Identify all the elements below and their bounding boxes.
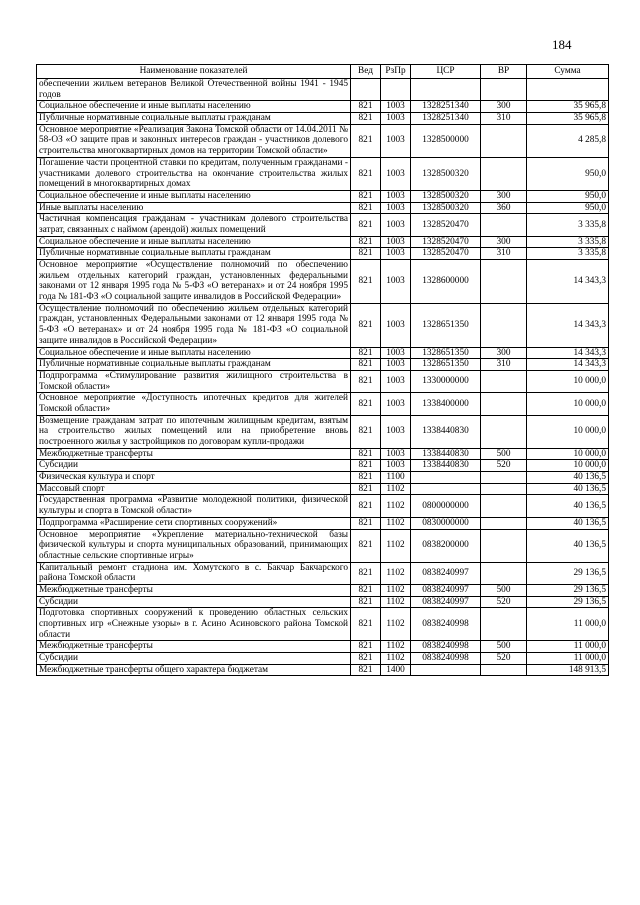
header-ved: Вед — [351, 65, 381, 79]
row-sum: 14 343,3 — [527, 347, 609, 359]
row-sum: 10 000,0 — [527, 370, 609, 392]
table-row — [37, 124, 609, 157]
row-csr — [411, 472, 481, 484]
row-rzpr: 1102 — [381, 483, 411, 495]
row-rzpr: 1003 — [381, 347, 411, 359]
row-csr — [411, 483, 481, 495]
row-rzpr: 1003 — [381, 202, 411, 214]
row-ved: 821 — [351, 562, 381, 584]
row-vr — [481, 393, 527, 415]
row-rzpr: 1003 — [381, 460, 411, 472]
row-vr — [481, 260, 527, 304]
row-sum: 29 136,5 — [527, 596, 609, 608]
row-vr: 500 — [481, 448, 527, 460]
row-name: Социальное обеспечение и иные выплаты населению — [37, 347, 351, 359]
row-vr — [481, 415, 527, 448]
row-rzpr: 1102 — [381, 495, 411, 517]
row-vr — [481, 664, 527, 676]
row-sum: 14 343,3 — [527, 359, 609, 371]
row-rzpr: 1102 — [381, 562, 411, 584]
row-csr — [411, 664, 481, 676]
row-sum: 29 136,5 — [527, 584, 609, 596]
row-ved: 821 — [351, 641, 381, 653]
budget-table — [36, 64, 609, 676]
row-rzpr: 1003 — [381, 236, 411, 248]
row-csr: 0838240997 — [411, 596, 481, 608]
row-sum: 40 136,5 — [527, 517, 609, 529]
row-rzpr — [381, 79, 411, 101]
table-row — [37, 190, 609, 202]
row-csr: 0838240997 — [411, 562, 481, 584]
row-sum: 3 335,8 — [527, 248, 609, 260]
table-row — [37, 596, 609, 608]
row-vr — [481, 608, 527, 641]
row-vr — [481, 370, 527, 392]
row-sum: 10 000,0 — [527, 415, 609, 448]
row-ved: 821 — [351, 359, 381, 371]
table-row — [37, 393, 609, 415]
table-row — [37, 562, 609, 584]
row-sum: 40 136,5 — [527, 472, 609, 484]
row-ved — [351, 79, 381, 101]
row-sum: 950,0 — [527, 157, 609, 190]
row-csr: 0838240998 — [411, 653, 481, 665]
row-rzpr: 1100 — [381, 472, 411, 484]
row-sum: 148 913,5 — [527, 664, 609, 676]
row-name: Подготовка спортивных сооружений к проведению областных сельских спортивных игр «Снежные узоры» в г. Асино Асиновского района Томской области — [37, 608, 351, 641]
row-rzpr: 1102 — [381, 641, 411, 653]
row-name: Физическая культура и спорт — [37, 472, 351, 484]
row-vr: 500 — [481, 584, 527, 596]
table-row — [37, 483, 609, 495]
row-name: Межбюджетные трансферты — [37, 448, 351, 460]
row-sum: 10 000,0 — [527, 460, 609, 472]
row-vr: 310 — [481, 248, 527, 260]
row-name: Субсидии — [37, 596, 351, 608]
row-name: Публичные нормативные социальные выплаты гражданам — [37, 359, 351, 371]
row-name: Основное мероприятие «Осуществление полномочий по обеспечению жильем отдельных категорий граждан, установленных федеральными законами от 12 января 1995 года № 5-ФЗ «О ветеранах» и от 24 ноября 1995 года № 181-ФЗ «О социальной защите инвалидов в Российской Федерации» — [37, 260, 351, 304]
row-name: Межбюджетные трансферты общего характера бюджетам — [37, 664, 351, 676]
table-row — [37, 157, 609, 190]
row-ved: 821 — [351, 248, 381, 260]
row-ved: 821 — [351, 664, 381, 676]
row-name: Основное мероприятие «Реализация Закона Томской области от 14.04.2011 № 58-ОЗ «О защите прав и законных интересов граждан - участников долевого строительства многоквартирных домов на территории Томской области» — [37, 124, 351, 157]
row-name: Государственная программа «Развитие молодежной политики, физической культуры и спорта в Томской области» — [37, 495, 351, 517]
row-ved: 821 — [351, 113, 381, 125]
row-vr: 310 — [481, 113, 527, 125]
row-rzpr: 1102 — [381, 584, 411, 596]
table-row — [37, 248, 609, 260]
row-name: Основное мероприятие «Укрепление материально-технической базы физической культуры и спорта муниципальных образований, принимающих областные сельские спортивные игры» — [37, 529, 351, 562]
row-sum: 29 136,5 — [527, 562, 609, 584]
table-row — [37, 303, 609, 347]
row-ved: 821 — [351, 303, 381, 347]
row-csr: 1338440830 — [411, 415, 481, 448]
row-sum: 3 335,8 — [527, 214, 609, 236]
row-sum: 11 000,0 — [527, 641, 609, 653]
header-sum: Сумма — [527, 65, 609, 79]
row-ved: 821 — [351, 529, 381, 562]
row-name: Социальное обеспечение и иные выплаты населению — [37, 236, 351, 248]
row-csr: 1328500320 — [411, 157, 481, 190]
row-rzpr: 1003 — [381, 248, 411, 260]
row-name: Возмещение гражданам затрат по ипотечным жилищным кредитам, взятым на строительство жилых помещений или на приобретение вновь построенного жилья у застройщиков по договорам купли-продажи — [37, 415, 351, 448]
row-vr: 520 — [481, 460, 527, 472]
row-csr: 0838240997 — [411, 584, 481, 596]
table-row — [37, 448, 609, 460]
row-name: Подпрограмма «Расширение сети спортивных сооружений» — [37, 517, 351, 529]
table-row — [37, 214, 609, 236]
row-vr — [481, 529, 527, 562]
row-name: Социальное обеспечение и иные выплаты населению — [37, 101, 351, 113]
row-ved: 821 — [351, 260, 381, 304]
table-row — [37, 653, 609, 665]
row-csr: 1328500000 — [411, 124, 481, 157]
table-row — [37, 608, 609, 641]
row-name: Субсидии — [37, 653, 351, 665]
row-name: Межбюджетные трансферты — [37, 584, 351, 596]
row-ved: 821 — [351, 472, 381, 484]
row-vr — [481, 214, 527, 236]
row-ved: 821 — [351, 370, 381, 392]
row-csr: 1328600000 — [411, 260, 481, 304]
row-csr: 1338440830 — [411, 448, 481, 460]
row-vr — [481, 79, 527, 101]
row-name: Иные выплаты населению — [37, 202, 351, 214]
row-rzpr: 1003 — [381, 260, 411, 304]
row-sum: 10 000,0 — [527, 448, 609, 460]
header-csr: ЦСР — [411, 65, 481, 79]
row-csr: 1328500320 — [411, 202, 481, 214]
table-header-row — [37, 65, 609, 79]
row-name: Межбюджетные трансферты — [37, 641, 351, 653]
table-body — [37, 79, 609, 676]
row-vr — [481, 517, 527, 529]
row-name: Публичные нормативные социальные выплаты гражданам — [37, 248, 351, 260]
row-sum: 4 285,8 — [527, 124, 609, 157]
row-ved: 821 — [351, 393, 381, 415]
row-rzpr: 1003 — [381, 448, 411, 460]
row-csr: 0830000000 — [411, 517, 481, 529]
row-rzpr: 1003 — [381, 359, 411, 371]
row-rzpr: 1003 — [381, 303, 411, 347]
row-sum: 14 343,3 — [527, 303, 609, 347]
row-csr: 1330000000 — [411, 370, 481, 392]
table-row — [37, 495, 609, 517]
row-vr: 300 — [481, 347, 527, 359]
row-vr: 520 — [481, 596, 527, 608]
header-vr: ВР — [481, 65, 527, 79]
row-rzpr: 1102 — [381, 608, 411, 641]
row-sum: 14 343,3 — [527, 260, 609, 304]
row-sum: 11 000,0 — [527, 653, 609, 665]
row-name: Погашение части процентной ставки по кредитам, полученным гражданами - участниками долевого строительства на окончание строительства жилых помещений в многоквартирных домах — [37, 157, 351, 190]
row-csr: 1328651350 — [411, 303, 481, 347]
table-row — [37, 113, 609, 125]
table-row — [37, 584, 609, 596]
table-row — [37, 202, 609, 214]
row-ved: 821 — [351, 495, 381, 517]
row-sum: 35 965,8 — [527, 101, 609, 113]
table-row — [37, 370, 609, 392]
row-rzpr: 1102 — [381, 653, 411, 665]
row-csr: 0838240998 — [411, 641, 481, 653]
row-rzpr: 1003 — [381, 157, 411, 190]
row-sum: 35 965,8 — [527, 113, 609, 125]
row-csr: 1338400000 — [411, 393, 481, 415]
row-sum: 10 000,0 — [527, 393, 609, 415]
row-name: Субсидии — [37, 460, 351, 472]
row-csr: 1338440830 — [411, 460, 481, 472]
row-name: Публичные нормативные социальные выплаты гражданам — [37, 113, 351, 125]
row-csr: 1328500320 — [411, 190, 481, 202]
row-vr — [481, 562, 527, 584]
row-csr — [411, 79, 481, 101]
table-row — [37, 641, 609, 653]
row-sum: 40 136,5 — [527, 483, 609, 495]
row-name: Подпрограмма «Стимулирование развития жилищного строительства в Томской области» — [37, 370, 351, 392]
row-vr: 520 — [481, 653, 527, 665]
table-row — [37, 260, 609, 304]
row-rzpr: 1003 — [381, 101, 411, 113]
row-sum: 950,0 — [527, 190, 609, 202]
row-ved: 821 — [351, 448, 381, 460]
row-csr: 1328251340 — [411, 101, 481, 113]
row-vr — [481, 483, 527, 495]
row-rzpr: 1003 — [381, 113, 411, 125]
row-sum: 40 136,5 — [527, 495, 609, 517]
row-ved: 821 — [351, 415, 381, 448]
row-csr: 1328520470 — [411, 214, 481, 236]
row-ved: 821 — [351, 190, 381, 202]
row-sum — [527, 79, 609, 101]
row-sum: 11 000,0 — [527, 608, 609, 641]
row-rzpr: 1003 — [381, 214, 411, 236]
row-name: Массовый спорт — [37, 483, 351, 495]
row-csr: 0800000000 — [411, 495, 481, 517]
row-rzpr: 1003 — [381, 190, 411, 202]
row-ved: 821 — [351, 596, 381, 608]
row-csr: 0838200000 — [411, 529, 481, 562]
row-csr: 1328251340 — [411, 113, 481, 125]
table-row — [37, 529, 609, 562]
row-rzpr: 1102 — [381, 517, 411, 529]
row-ved: 821 — [351, 236, 381, 248]
table-row — [37, 415, 609, 448]
row-vr — [481, 495, 527, 517]
row-rzpr: 1003 — [381, 370, 411, 392]
row-vr: 300 — [481, 236, 527, 248]
row-vr: 500 — [481, 641, 527, 653]
row-vr: 300 — [481, 101, 527, 113]
row-vr — [481, 124, 527, 157]
row-vr: 310 — [481, 359, 527, 371]
row-name: Капитальный ремонт стадиона им. Хомутского в с. Бакчар Бакчарского района Томской области — [37, 562, 351, 584]
row-rzpr: 1003 — [381, 393, 411, 415]
row-sum: 950,0 — [527, 202, 609, 214]
row-rzpr: 1102 — [381, 596, 411, 608]
row-vr — [481, 157, 527, 190]
row-vr — [481, 472, 527, 484]
row-ved: 821 — [351, 483, 381, 495]
row-ved: 821 — [351, 653, 381, 665]
table-row — [37, 236, 609, 248]
row-rzpr: 1400 — [381, 664, 411, 676]
row-ved: 821 — [351, 124, 381, 157]
row-name: обеспечении жильем ветеранов Великой Отечественной войны 1941 - 1945 годов — [37, 79, 351, 101]
row-ved: 821 — [351, 214, 381, 236]
table-row — [37, 517, 609, 529]
row-rzpr: 1102 — [381, 529, 411, 562]
row-name: Осуществление полномочий по обеспечению жильем отдельных категорий граждан, установленных Федеральными законами от 12 января 1995 года № 5-ФЗ «О ветеранах» и от 24 ноября 1995 года № 181-ФЗ «О социальной защите инвалидов в Российской Федерации» — [37, 303, 351, 347]
row-ved: 821 — [351, 157, 381, 190]
row-csr: 1328520470 — [411, 236, 481, 248]
row-ved: 821 — [351, 584, 381, 596]
row-name: Основное мероприятие «Доступность ипотечных кредитов для жителей Томской области» — [37, 393, 351, 415]
table-row — [37, 347, 609, 359]
row-rzpr: 1003 — [381, 415, 411, 448]
row-sum: 40 136,5 — [527, 529, 609, 562]
table-row — [37, 101, 609, 113]
row-rzpr: 1003 — [381, 124, 411, 157]
header-name: Наименование показателей — [37, 65, 351, 79]
row-ved: 821 — [351, 347, 381, 359]
row-ved: 821 — [351, 202, 381, 214]
row-vr: 300 — [481, 190, 527, 202]
table-row — [37, 79, 609, 101]
row-csr: 1328520470 — [411, 248, 481, 260]
row-vr — [481, 303, 527, 347]
row-ved: 821 — [351, 460, 381, 472]
table-row — [37, 472, 609, 484]
row-csr: 0838240998 — [411, 608, 481, 641]
row-ved: 821 — [351, 101, 381, 113]
table-row — [37, 664, 609, 676]
row-ved: 821 — [351, 608, 381, 641]
table-row — [37, 460, 609, 472]
row-csr: 1328651350 — [411, 359, 481, 371]
table-row — [37, 359, 609, 371]
row-vr: 360 — [481, 202, 527, 214]
row-csr: 1328651350 — [411, 347, 481, 359]
row-name: Частичная компенсация гражданам - участникам долевого строительства затрат, связанных с наймом (арендой) жилых помещений — [37, 214, 351, 236]
header-rzpr: РзПр — [381, 65, 411, 79]
row-ved: 821 — [351, 517, 381, 529]
row-name: Социальное обеспечение и иные выплаты населению — [37, 190, 351, 202]
page-number: 184 — [552, 37, 572, 52]
row-sum: 3 335,8 — [527, 236, 609, 248]
